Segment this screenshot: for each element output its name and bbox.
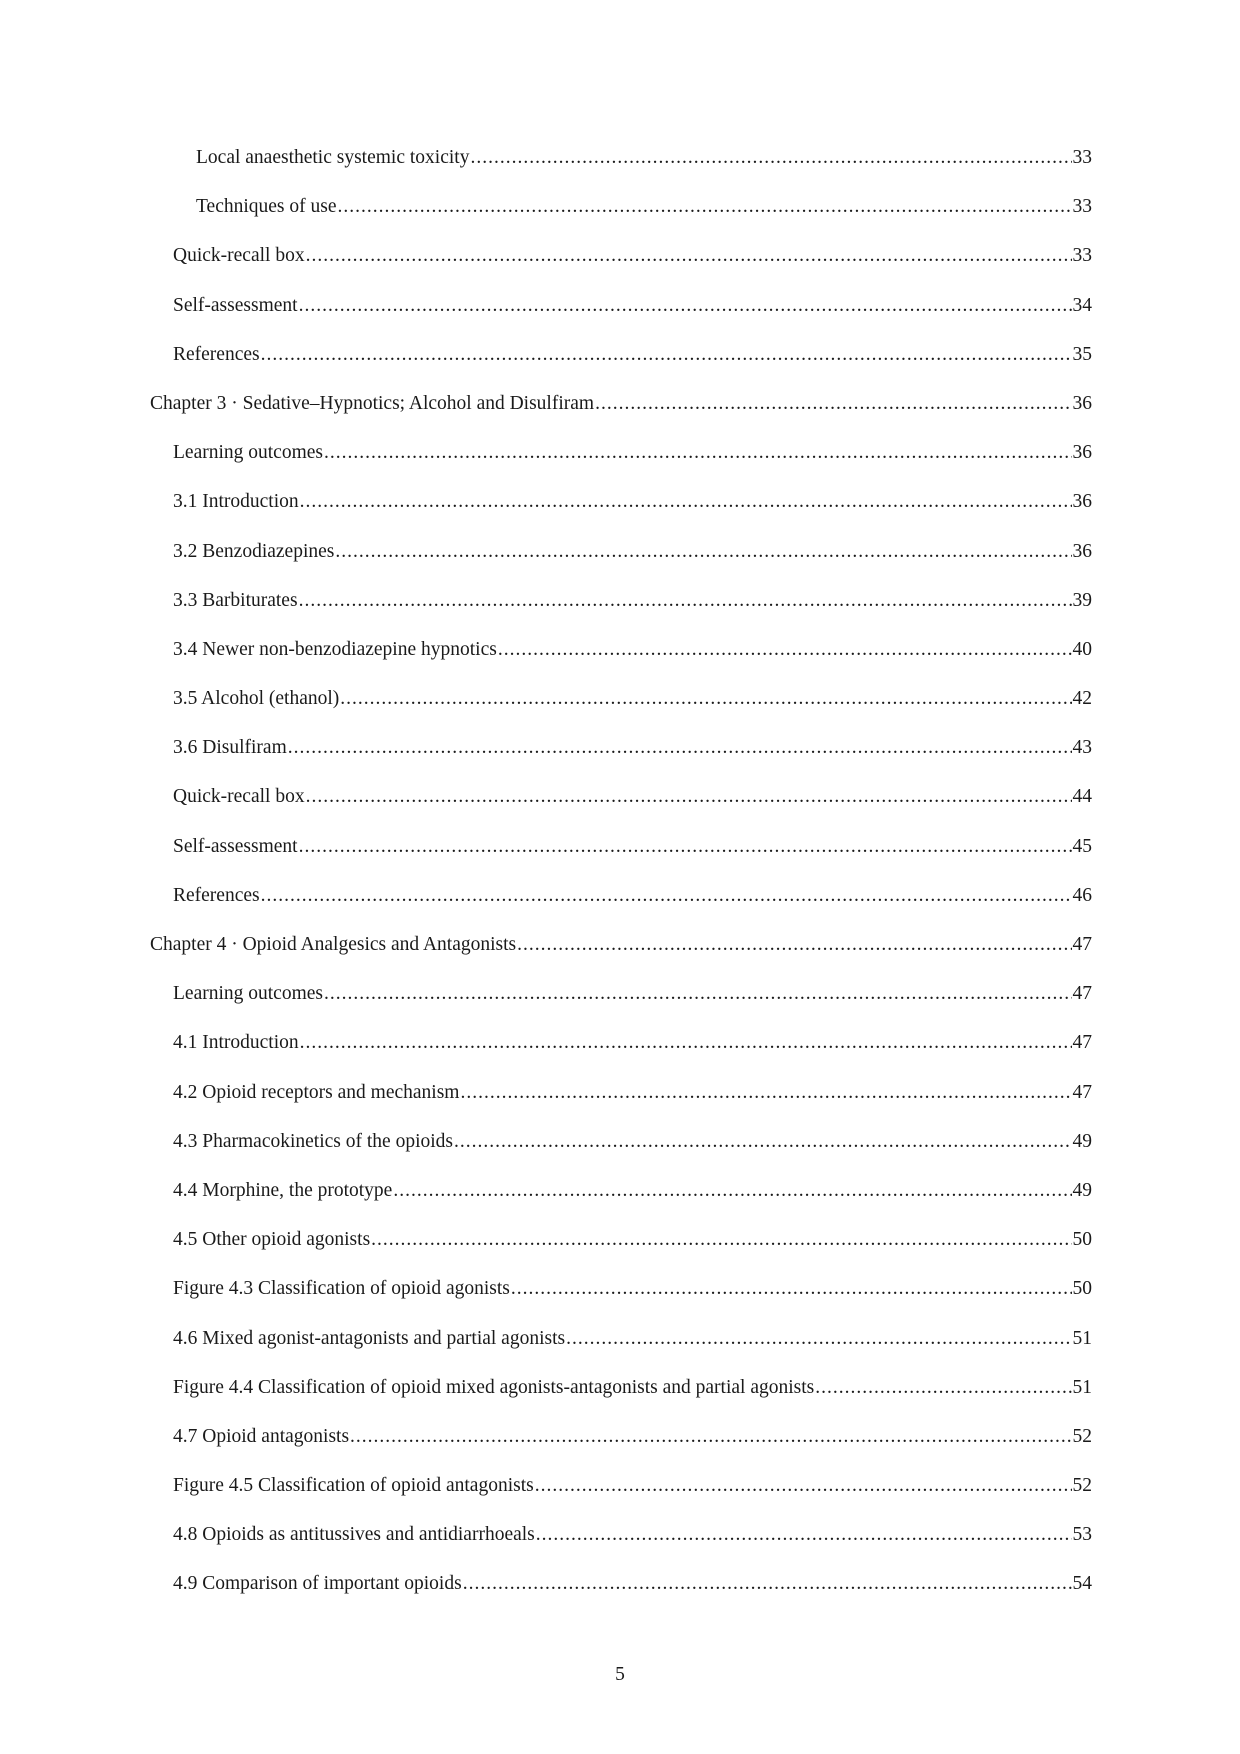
toc-entry[interactable]	[150, 589, 1092, 638]
toc-entry-title: 3.6 Disulfiram	[173, 737, 287, 759]
toc-entry-page: 35	[1072, 343, 1092, 365]
toc-entry-title: Chapter 3 · Sedative–Hypnotics; Alcohol and Disulfiram	[150, 392, 595, 414]
toc-entry-title: References	[173, 343, 260, 365]
toc-entry-page: 52	[1072, 1475, 1092, 1497]
toc-entry-title: Techniques of use	[196, 196, 337, 218]
toc-dot-leader	[595, 392, 1071, 416]
toc-entry-title: Local anaesthetic systemic toxicity	[196, 147, 470, 168]
toc-dot-leader	[300, 1031, 1072, 1055]
toc-entry-title: Learning outcomes	[173, 983, 323, 1005]
toc-dot-leader	[324, 441, 1072, 465]
toc-entry-title: 3.2 Benzodiazepines	[173, 540, 335, 562]
toc-entry-page: 39	[1072, 589, 1092, 611]
toc-entry[interactable]	[150, 1376, 1092, 1425]
toc-entry[interactable]	[150, 1327, 1092, 1376]
toc-entry-page: 50	[1072, 1229, 1092, 1251]
toc-entry-title: 3.5 Alcohol (ethanol)	[173, 688, 340, 710]
toc-entry[interactable]	[150, 1277, 1092, 1326]
toc-entry-page: 33	[1072, 147, 1092, 168]
toc-dot-leader	[300, 490, 1072, 514]
toc-entry-title: Quick-recall box	[173, 786, 305, 808]
toc-dot-leader	[393, 1179, 1071, 1203]
toc-dot-leader	[340, 687, 1071, 711]
toc-entry-page: 36	[1072, 491, 1092, 513]
toc-entry[interactable]	[150, 1081, 1092, 1130]
toc-entry-page: 33	[1072, 196, 1092, 218]
toc-entry[interactable]	[150, 540, 1092, 589]
toc-entry-page: 44	[1072, 786, 1092, 808]
toc-entry-title: 4.1 Introduction	[173, 1032, 299, 1054]
toc-dot-leader	[460, 1081, 1071, 1105]
toc-dot-leader	[511, 1277, 1072, 1301]
toc-entry[interactable]	[150, 146, 1092, 195]
toc-entry-page: 51	[1072, 1327, 1092, 1349]
toc-entry[interactable]	[150, 195, 1092, 244]
toc-entry-page: 52	[1072, 1425, 1092, 1447]
toc-entry[interactable]	[150, 736, 1092, 785]
toc-entry-title: 4.7 Opioid antagonists	[173, 1425, 350, 1447]
toc-entry-title: 3.1 Introduction	[173, 491, 299, 513]
toc-entry-page: 34	[1072, 294, 1092, 316]
toc-entry-title: Figure 4.5 Classification of opioid antagonists	[173, 1475, 534, 1497]
toc-entry[interactable]	[150, 1228, 1092, 1277]
toc-entry-title: Self-assessment	[173, 294, 298, 316]
toc-dot-leader	[815, 1376, 1071, 1400]
toc-entry-page: 50	[1072, 1278, 1092, 1300]
toc-entry[interactable]	[150, 1179, 1092, 1228]
toc-entry[interactable]	[150, 490, 1092, 539]
toc-entry-title: References	[173, 884, 260, 906]
toc-entry-page: 33	[1072, 245, 1092, 267]
toc-dot-leader	[299, 835, 1072, 859]
toc-dot-leader	[338, 195, 1072, 219]
toc-chapter-entry[interactable]	[150, 392, 1092, 441]
toc-entry-page: 49	[1072, 1179, 1092, 1201]
toc-entry-title: Figure 4.3 Classification of opioid agonists	[173, 1278, 510, 1300]
toc-dot-leader	[463, 1572, 1072, 1596]
toc-entry-page: 51	[1072, 1376, 1092, 1398]
toc-dot-leader	[470, 146, 1071, 170]
toc-entry-title: Learning outcomes	[173, 442, 323, 464]
toc-entry-page: 49	[1072, 1130, 1092, 1152]
toc-dot-leader	[306, 244, 1072, 268]
toc-entry[interactable]	[150, 1474, 1092, 1523]
toc-entry-page: 46	[1072, 884, 1092, 906]
toc-entry[interactable]	[150, 1572, 1092, 1621]
toc-entry[interactable]	[150, 835, 1092, 884]
toc-entry-title: 4.6 Mixed agonist-antagonists and partial agonists	[173, 1327, 566, 1349]
toc-entry-page: 42	[1072, 688, 1092, 710]
toc-entry-page: 40	[1072, 638, 1092, 660]
toc-entry[interactable]	[150, 441, 1092, 490]
toc-entry-page: 47	[1072, 1081, 1092, 1103]
toc-entry-title: 4.5 Other opioid agonists	[173, 1229, 371, 1251]
toc-dot-leader	[335, 540, 1071, 564]
toc-dot-leader	[454, 1130, 1072, 1154]
toc-entry-title: Chapter 4 · Opioid Analgesics and Antagonists	[150, 934, 517, 955]
toc-entry-page: 47	[1072, 983, 1092, 1005]
toc-entry-page: 54	[1072, 1573, 1092, 1595]
toc-dot-leader	[261, 343, 1072, 367]
toc-entry-page: 45	[1072, 835, 1092, 857]
toc-entry[interactable]	[150, 244, 1092, 293]
toc-dot-leader	[306, 785, 1072, 809]
toc-dot-leader	[517, 933, 1071, 957]
toc-dot-leader	[535, 1474, 1072, 1498]
toc-entry[interactable]	[150, 687, 1092, 736]
toc-entry[interactable]	[150, 1031, 1092, 1080]
toc-entry[interactable]	[150, 1130, 1092, 1179]
toc-dot-leader	[498, 638, 1072, 662]
toc-entry[interactable]	[150, 1425, 1092, 1474]
toc-entry-page: 36	[1072, 392, 1092, 414]
toc-entry-page: 36	[1072, 540, 1092, 562]
toc-entry-title: 4.4 Morphine, the prototype	[173, 1179, 393, 1201]
toc-entry[interactable]	[150, 294, 1092, 343]
toc-dot-leader	[371, 1228, 1071, 1252]
toc-entry-page: 47	[1072, 1032, 1092, 1054]
toc-entry[interactable]	[150, 785, 1092, 834]
toc-entry-title: Self-assessment	[173, 835, 298, 857]
toc-entry[interactable]	[150, 982, 1092, 1031]
toc-dot-leader	[324, 982, 1072, 1006]
toc-entry[interactable]	[150, 884, 1092, 933]
toc-dot-leader	[288, 736, 1072, 760]
toc-entry-title: 4.2 Opioid receptors and mechanism	[173, 1081, 460, 1103]
toc-entry-page: 53	[1072, 1524, 1092, 1546]
toc-entry-title: Quick-recall box	[173, 245, 305, 267]
toc-dot-leader	[261, 884, 1072, 908]
toc-entry[interactable]	[150, 638, 1092, 687]
toc-entry[interactable]	[150, 1523, 1092, 1572]
toc-dot-leader	[299, 589, 1072, 613]
toc-entry-title: 4.9 Comparison of important opioids	[173, 1573, 462, 1595]
toc-entry-title: 4.3 Pharmacokinetics of the opioids	[173, 1130, 453, 1152]
toc-dot-leader	[299, 294, 1072, 318]
toc-entry-page: 47	[1072, 934, 1092, 955]
toc-entry-title: Figure 4.4 Classification of opioid mixed agonists-antagonists and partial agonists	[173, 1376, 815, 1398]
toc-entry-title: 3.3 Barbiturates	[173, 589, 298, 611]
toc-entry-title: 4.8 Opioids as antitussives and antidiarrhoeals	[173, 1524, 535, 1546]
toc-entry-page: 36	[1072, 442, 1092, 464]
table-of-contents	[150, 146, 1092, 1622]
toc-entry[interactable]	[150, 343, 1092, 392]
toc-entry-page: 43	[1072, 737, 1092, 759]
toc-dot-leader	[536, 1523, 1072, 1547]
toc-dot-leader	[350, 1425, 1071, 1449]
toc-dot-leader	[566, 1327, 1071, 1351]
page-number: 5	[615, 1664, 625, 1685]
toc-chapter-entry[interactable]	[150, 933, 1092, 982]
toc-entry-title: 3.4 Newer non-benzodiazepine hypnotics	[173, 638, 497, 660]
